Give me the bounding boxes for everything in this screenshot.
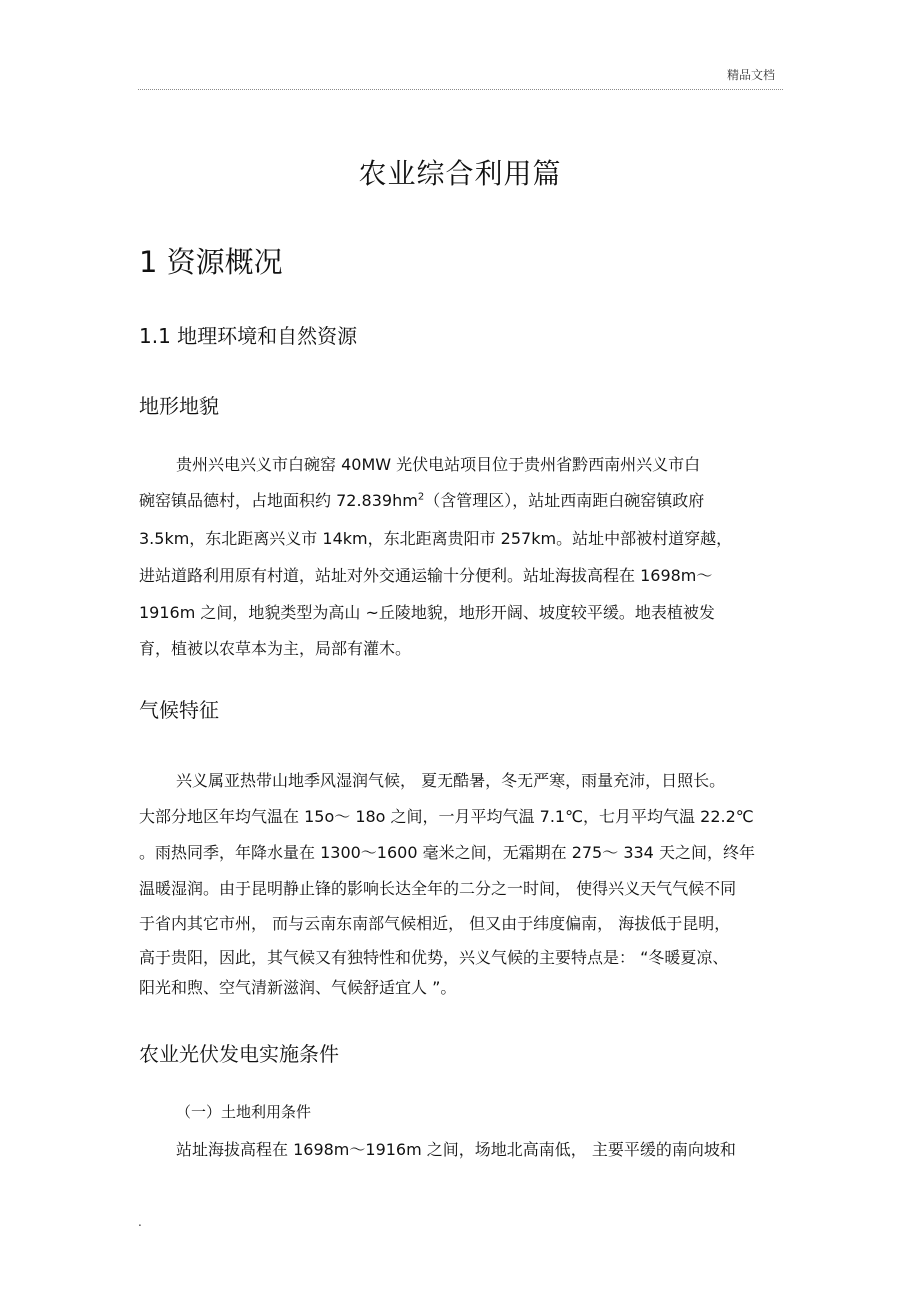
terrain-paragraph-line: 1916m 之间，地貌类型为高山 ~丘陵地貌，地形开阔、坡度较平缓。地表植被发 xyxy=(139,603,715,622)
climate-paragraph-line: 。雨热同季，年降水量在 1300～1600 毫米之间，无霜期在 275～ 334 天之间，终年 xyxy=(139,843,755,862)
terrain-heading: 地形地貌 xyxy=(139,394,219,418)
terrain-paragraph-line: 育，植被以农草本为主，局部有灌木。 xyxy=(139,639,412,658)
climate-heading: 气候特征 xyxy=(139,698,219,722)
header-label: 精品文档 xyxy=(727,68,776,82)
climate-paragraph-line: 高于贵阳，因此，其气候又有独特性和优势，兴义气候的主要特点是： “冬暖夏凉、 xyxy=(139,948,729,967)
conditions-paragraph-line: 站址海拔高程在 1698m～1916m 之间，场地北高南低， 主要平缓的南向坡和 xyxy=(176,1140,736,1159)
climate-paragraph-line: 大部分地区年均气温在 15o～ 18o 之间，一月平均气温 7.1℃，七月平均气温 22.2℃ xyxy=(139,807,754,826)
terrain-paragraph-line: 贵州兴电兴义市白碗窑 40MW 光伏电站项目位于贵州省黔西南州兴义市白 xyxy=(176,455,701,474)
climate-paragraph-line: 于省内其它市州， 而与云南东南部气候相近， 但又由于纬度偏南， 海拔低于昆明， xyxy=(139,914,731,933)
header-divider xyxy=(138,89,783,90)
climate-paragraph-line: 兴义属亚热带山地季风湿润气候， 夏无酷暑，冬无严寒，雨量充沛，日照长。 xyxy=(176,771,726,790)
section-heading: 1 资源概况 xyxy=(139,245,283,279)
terrain-paragraph-line xyxy=(139,488,704,511)
terrain-paragraph-line: 进站道路利用原有村道，站址对外交通运输十分便利。站址海拔高程在 1698m～ xyxy=(139,566,713,585)
terrain-line-part: （含管理区），站址西南距白碗窑镇政府 xyxy=(424,491,705,510)
superscript: 2 xyxy=(417,491,425,503)
terrain-line-part: 碗窑镇品德村，占地面积约 72.839hm xyxy=(139,491,418,510)
page-title: 农业综合利用篇 xyxy=(358,157,562,190)
climate-paragraph-line: 阳光和煦、空气清新滋润、气候舒适宜人 ”。 xyxy=(139,978,457,997)
subsection-heading: 1.1 地理环境和自然资源 xyxy=(139,324,358,348)
climate-paragraph-line: 温暖湿润。由于昆明静止锋的影响长达全年的二分之一时间， 使得兴义天气气候不同 xyxy=(139,879,737,898)
conditions-heading: 农业光伏发电实施条件 xyxy=(139,1042,339,1066)
terrain-paragraph-line: 3.5km，东北距离兴义市 14km，东北距离贵阳市 257km。站址中部被村道穿越， xyxy=(139,529,733,548)
conditions-subheading: （一）土地利用条件 xyxy=(176,1103,312,1121)
page-footer-dot: . xyxy=(138,1215,142,1229)
